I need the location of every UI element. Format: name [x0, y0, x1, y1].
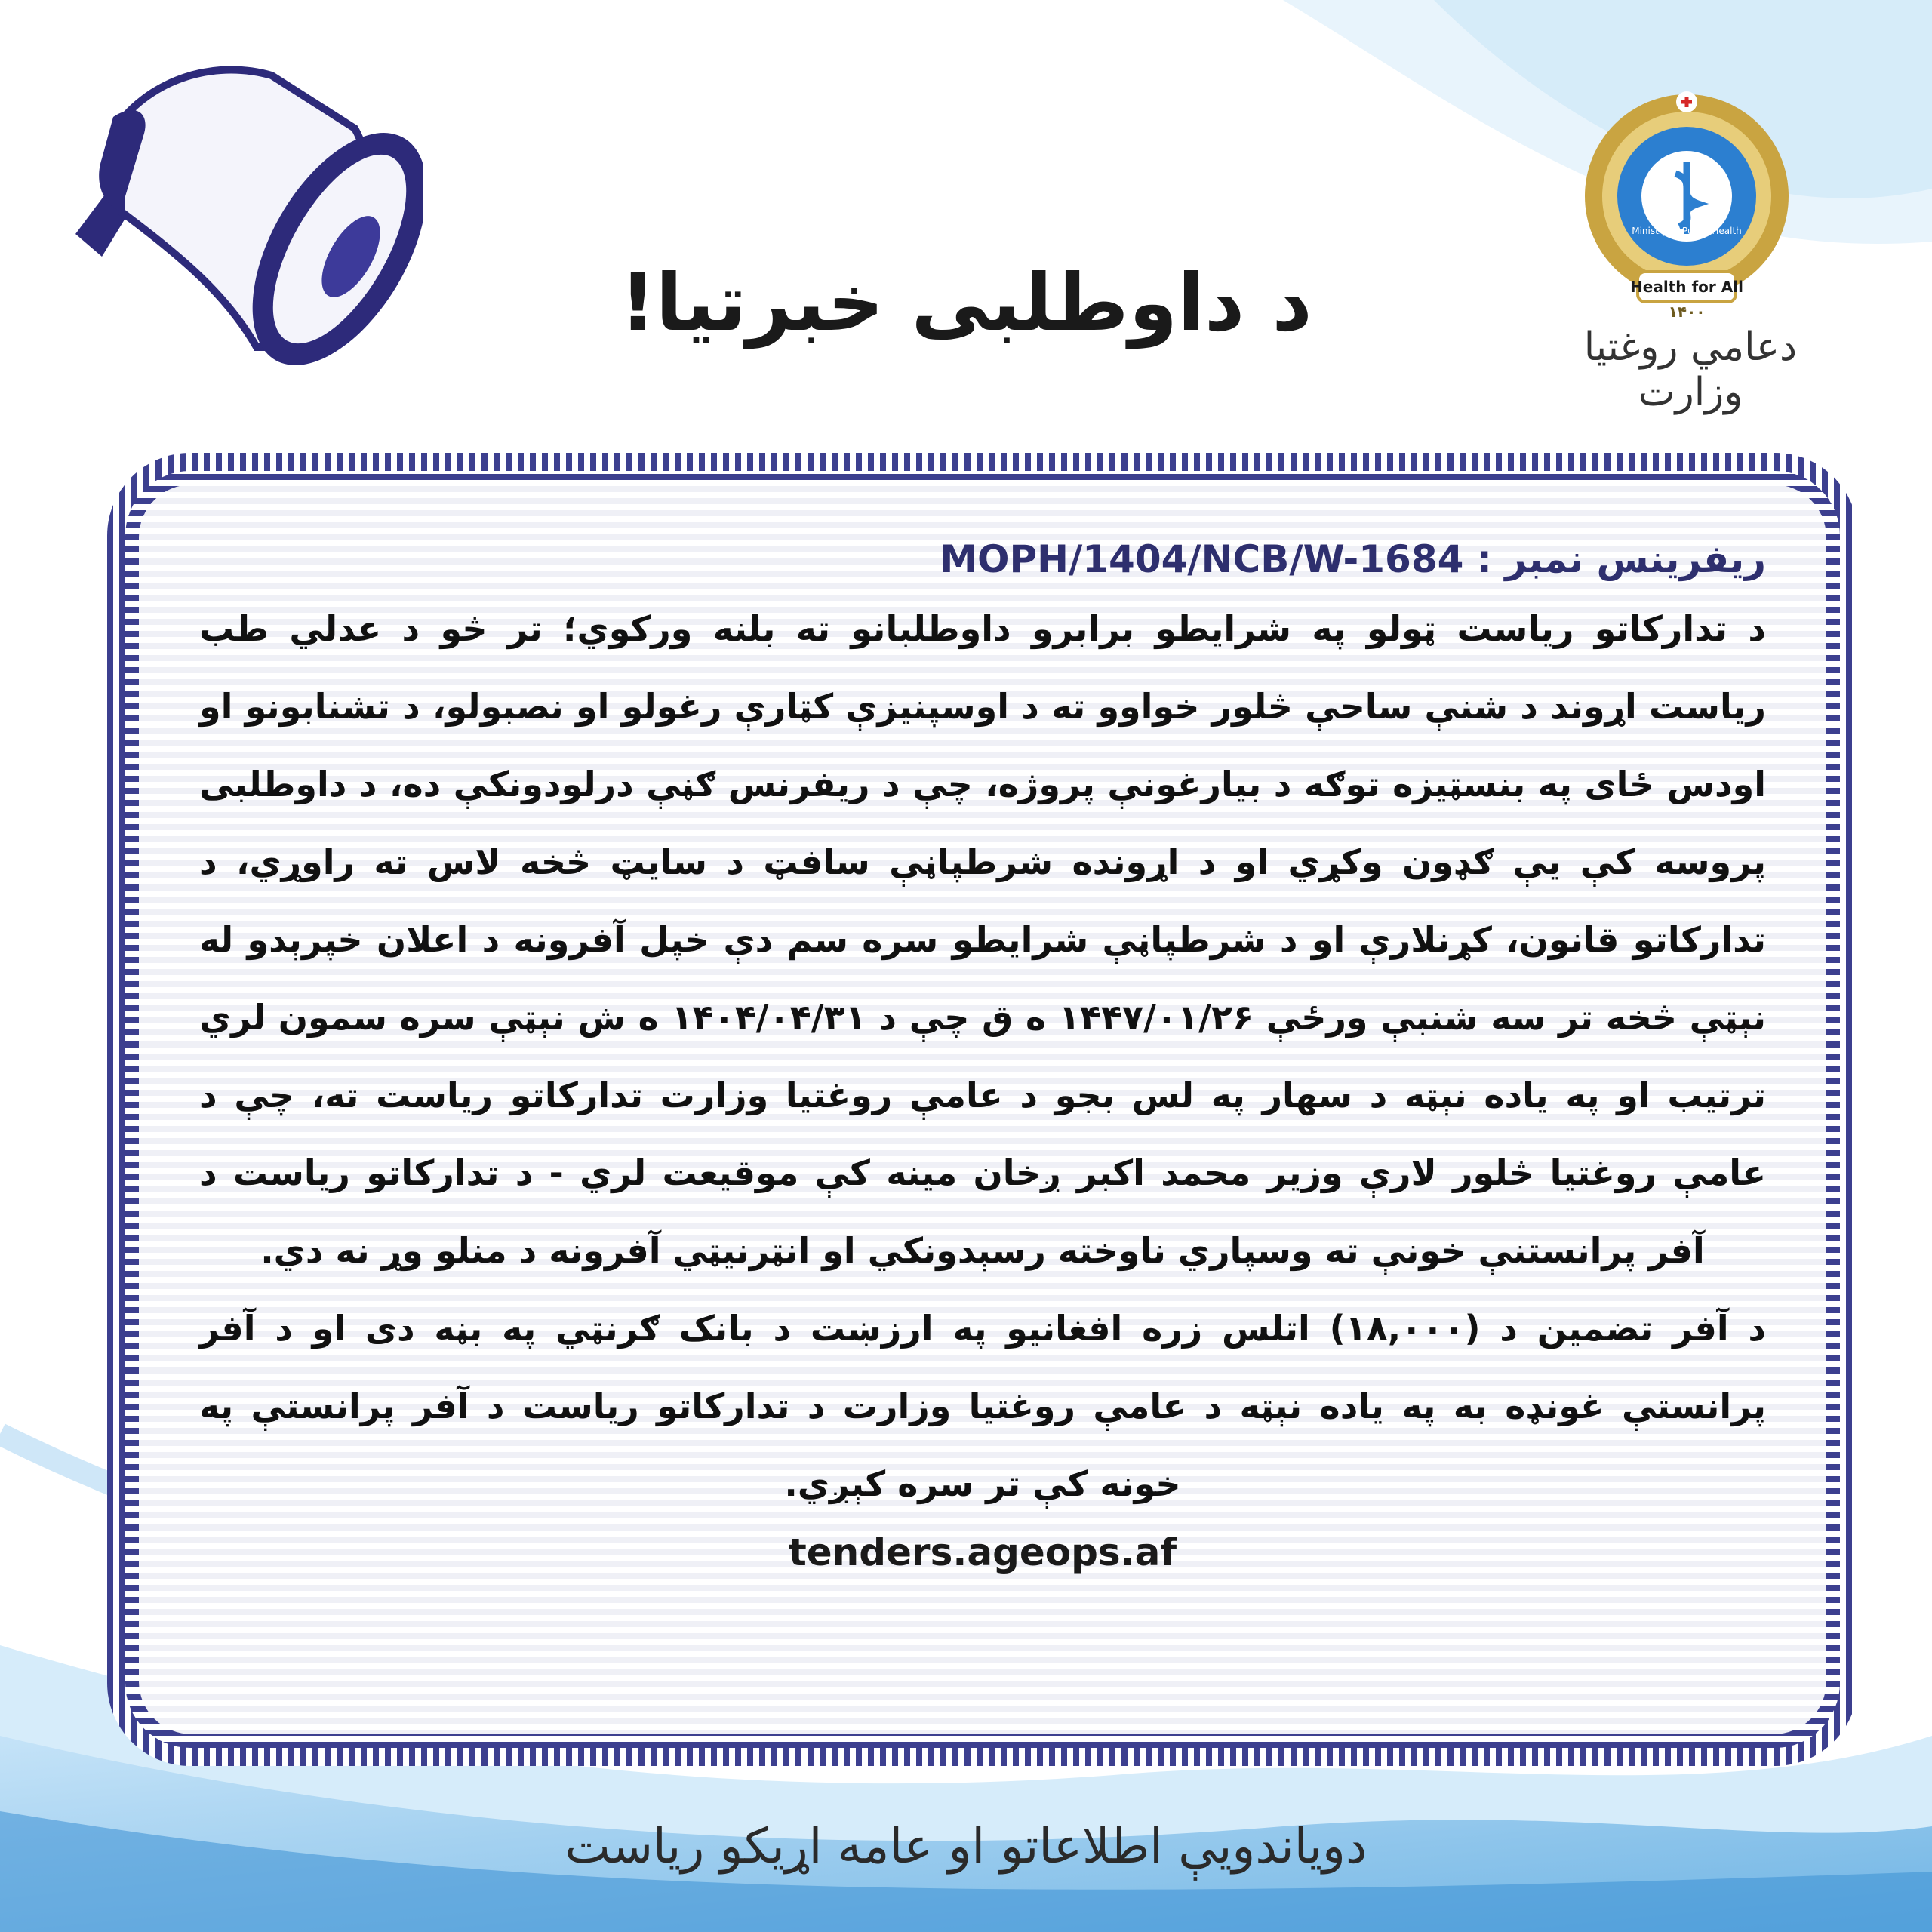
body-paragraph-2: د آفر تضمین د (۱۸,۰۰۰) اتلس زره افغانیو په ارزښت د بانک ګرنټي په بڼه دی او د آفر پرانستې غونډه به په یاده نېټه د عامې روغتیا وزارت د تدارکاتو ریاست د آفر پرانستې په خونه کې تر سره کېږي. [199, 1308, 1766, 1504]
ministry-calligraphy: دعامي روغتيا وزارت [1583, 325, 1798, 415]
reference-label: ریفرینس نمبر [1505, 537, 1766, 581]
website-link[interactable]: tenders.ageops.af [788, 1531, 1177, 1574]
announcement-body [199, 590, 1766, 1523]
reference-separator: : [1476, 537, 1492, 581]
reference-line [199, 537, 1766, 581]
body-paragraph-1: د تدارکاتو ریاست ټولو په شرایطو برابرو داوطلبانو ته بلنه ورکوي؛ تر څو د عدلي طب ریاست اړوند د شنې ساحې څلور خواوو ته د اوسپنیزې کټارې رغولو او نصبولو، د تشنابونو او اودس ځای په بنسټیزه توګه د بیارغونې پروژه، چې د ریفرنس ګڼې درلودونکې ده، د داوطلبی پروسه کې یې ګډون وکړي او د اړونده شرطپاڼې سافټ د سایټ څخه لاس ته راوړي، د تدارکاتو قانون، کړنلارې او د شرطپاڼې شرایطو سره سم دې خپل آفرونه د اعلان خپرېدو له نېټې څخه تر سه شنبې ورځې ۱۴۴۷/۰۱/۲۶ ه ق چې د ۱۴۰۴/۰۴/۳۱ ه ش نېټې سره سمون لري ترتیب او په یاده نېټه د سهار په لس بجو د عامې روغتیا وزارت تدارکاتو ریاست ته، چې د عامې روغتیا څلور لارې وزیر محمد اکبر ږخان مینه کې موقیعت لري - د تدارکاتو ریاست د آفر پرانستنې خونې ته وسپاري ناوخته رسېدونکي او انټرنیټي آفرونه د منلو وړ نه دي. [199, 608, 1766, 1271]
announcement-panel [139, 485, 1826, 1734]
emblem-motto: Health for All [1630, 278, 1743, 296]
footer-calligraphy: دویاندویې اطلاعاتو او عامه اړیکو ریاست [565, 1819, 1367, 1875]
page-title: د داوطلبی خبرتیا! [620, 257, 1312, 349]
emblem-ministry-text: Ministry of Public Health [1632, 226, 1742, 236]
announcement-frame [107, 453, 1858, 1766]
emblem-year: ۱۴۰۰ [1668, 303, 1706, 321]
reference-number: MOPH/1404/NCB/W-1684 [940, 537, 1464, 581]
